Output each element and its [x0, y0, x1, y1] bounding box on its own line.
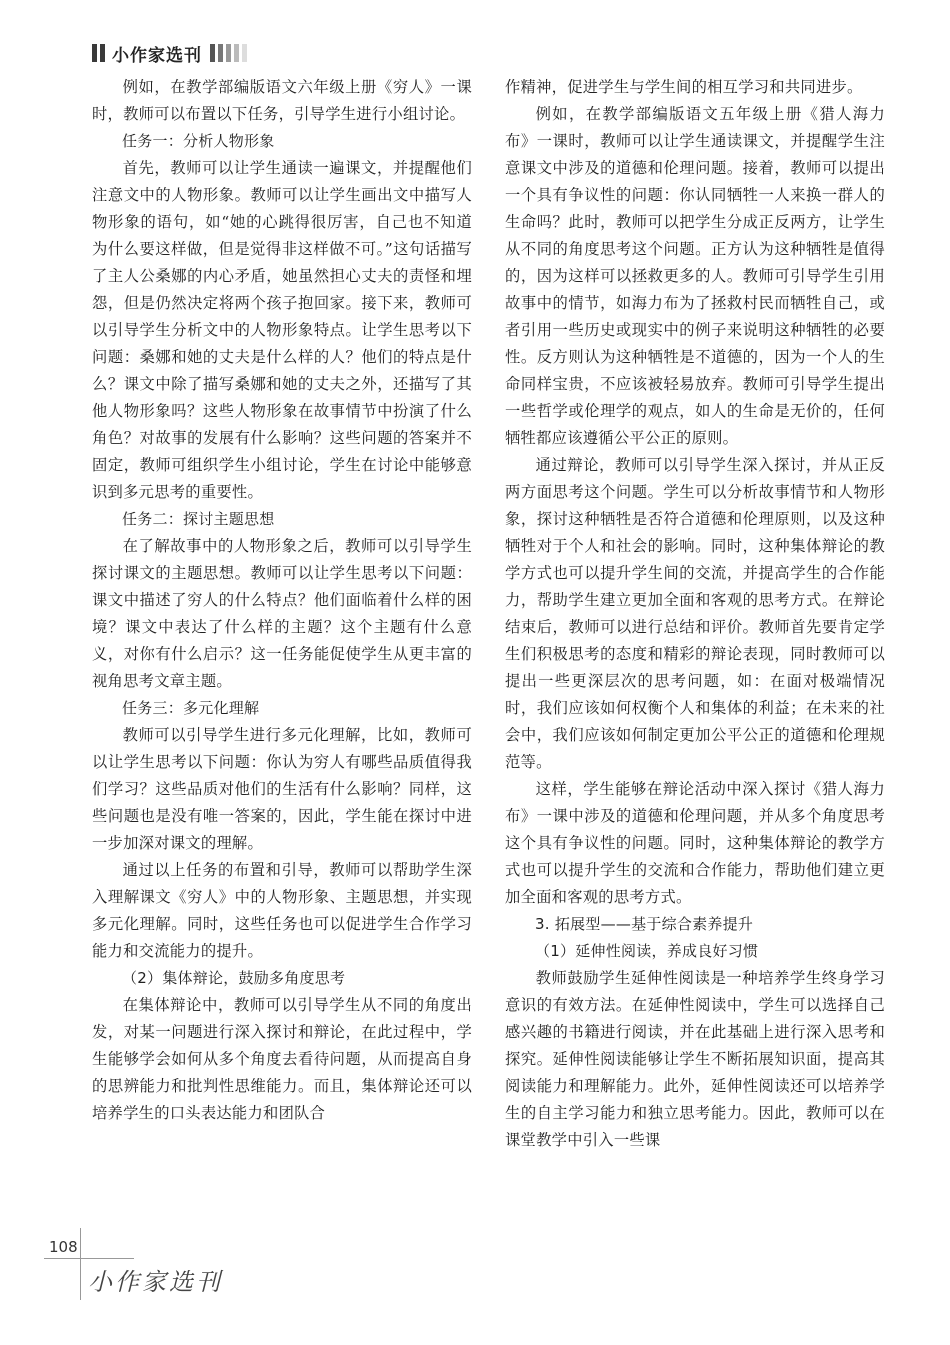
footer-divider-horizontal — [44, 1258, 134, 1259]
section-heading: 任务三：多元化理解 — [122, 699, 260, 717]
paragraph: 通过以上任务的布置和引导，教师可以帮助学生深入理解课文《穷人》中的人物形象、主题思想，并实现多元化理解。同时，这些任务也可以促进学生合作学习能力和交流能力的提升。 — [92, 861, 472, 960]
paragraph: 教师可以引导学生进行多元化理解，比如，教师可以让学生思考以下问题：你认为穷人有哪些品质值得我们学习？这些品质对他们的生活有什么影响？同样，这些问题也是没有唯一答案的，因此，学生能在探讨中进一步加深对课文的理解。 — [92, 726, 472, 852]
paragraph: 在集体辩论中，教师可以引导学生从不同的角度出发，对某一问题进行深入探讨和辩论，在此过程中，学生能够学会如何从多个角度去看待问题，从而提高自身的思辨能力和批判性思维能力。而且，集体辩论还可以培养学生的口头表达能力和团队合 — [92, 996, 472, 1122]
header-bars-icon — [92, 44, 105, 62]
journal-title: 小作家选刊 — [112, 45, 202, 66]
paragraph: 作精神，促进学生与学生间的相互学习和共同进步。 — [505, 78, 863, 96]
section-heading: 任务一：分析人物形象 — [122, 132, 275, 150]
paragraph: 首先，教师可以让学生通读一遍课文，并提醒他们注意文中的人物形象。教师可以让学生画出文中描写人物形象的语句，如“她的心跳得很厉害，自己也不知道为什么要这样做，但是觉得非这样做不可。”这句话描写了主人公桑娜的内心矛盾，她虽然担心丈夫的责怪和埋怨，但是仍然决定将两个孩子抱回家。接下来，教师可以引导学生分析文中的人物形象特点。让学生思考以下问题：桑娜和她的丈夫是什么样的人？他们的特点是什么？课文中除了描写桑娜和她的丈夫之外，还描写了其他人物形象吗？这些人物形象在故事情节中扮演了什么角色？对故事的发展有什么影响？这些问题的答案并不固定，教师可组织学生小组讨论，学生在讨论中能够意识到多元思考的重要性。 — [92, 159, 472, 501]
paragraph: 这样，学生能够在辩论活动中深入探讨《猎人海力布》一课中涉及的道德和伦理问题，并从多个角度思考这个具有争议性的问题。同时，这种集体辩论的教学方式也可以提升学生的交流和合作能力，帮助他们建立更加全面和客观的思考方式。 — [505, 780, 885, 906]
left-column — [92, 74, 472, 1127]
section-heading: 3. 拓展型——基于综合素养提升 — [535, 915, 754, 933]
page-number: 108 — [49, 1238, 78, 1256]
paragraph: 例如，在教学部编版语文五年级上册《猎人海力布》一课时，教师可以让学生通读课文，并提醒学生注意课文中涉及的道德和伦理问题。接着，教师可以提出一个具有争议性的问题：你认同牺牲一人来换一群人的生命吗？此时，教师可以把学生分成正反两方，让学生从不同的角度思考这个问题。正方认为这种牺牲是值得的，因为这样可以拯救更多的人。教师可引导学生引用故事中的情节，如海力布为了拯救村民而牺牲自己，或者引用一些历史或现实中的例子来说明这种牺牲的必要性。反方则认为这种牺牲是不道德的，因为一个人的生命同样宝贵，不应该被轻易放弃。教师可引导学生提出一些哲学或伦理学的观点，如人的生命是无价的，任何牺牲都应该遵循公平公正的原则。 — [505, 105, 885, 447]
section-heading: （1）延伸性阅读，养成良好习惯 — [535, 942, 759, 960]
paragraph: 教师鼓励学生延伸性阅读是一种培养学生终身学习意识的有效方法。在延伸性阅读中，学生可以选择自己感兴趣的书籍进行阅读，并在此基础上进行深入思考和探究。延伸性阅读能够让学生不断拓展知识面，提高其阅读能力和理解能力。此外，延伸性阅读还可以培养学生的自主学习能力和独立思考能力。因此，教师可以在课堂教学中引入一些课 — [505, 969, 885, 1149]
section-heading: 任务二：探讨主题思想 — [122, 510, 275, 528]
running-header — [92, 42, 247, 64]
header-gradient-bars-icon — [210, 44, 247, 62]
paragraph: 在了解故事中的人物形象之后，教师可以引导学生探讨课文的主题思想。教师可以让学生思考以下问题：课文中描述了穷人的什么特点？他们面临着什么样的困境？课文中表达了什么样的主题？这个主题有什么意义，对你有什么启示？这一任务能促使学生从更丰富的视角思考文章主题。 — [92, 537, 472, 690]
paragraph: 通过辩论，教师可以引导学生深入探讨，并从正反两方面思考这个问题。学生可以分析故事情节和人物形象，探讨这种牺牲是否符合道德和伦理原则，以及这种牺牲对于个人和社会的影响。同时，这种集体辩论的教学方式也可以提升学生间的交流，并提高学生的合作能力，帮助学生建立更加全面和客观的思考方式。在辩论结束后，教师可以进行总结和评价。教师首先要肯定学生们积极思考的态度和精彩的辩论表现，同时教师可以提出一些更深层次的思考问题，如：在面对极端情况时，我们应该如何权衡个人和集体的利益；在未来的社会中，我们应该如何制定更加公平公正的道德和伦理规范等。 — [505, 456, 885, 771]
footer-logo: 小作家选刊 — [88, 1268, 223, 1296]
footer-divider-vertical — [80, 1228, 81, 1300]
section-heading: （2）集体辩论，鼓励多角度思考 — [122, 969, 346, 987]
paragraph: 例如，在教学部编版语文六年级上册《穷人》一课时，教师可以布置以下任务，引导学生进行小组讨论。 — [92, 78, 472, 123]
right-column — [505, 74, 885, 1154]
